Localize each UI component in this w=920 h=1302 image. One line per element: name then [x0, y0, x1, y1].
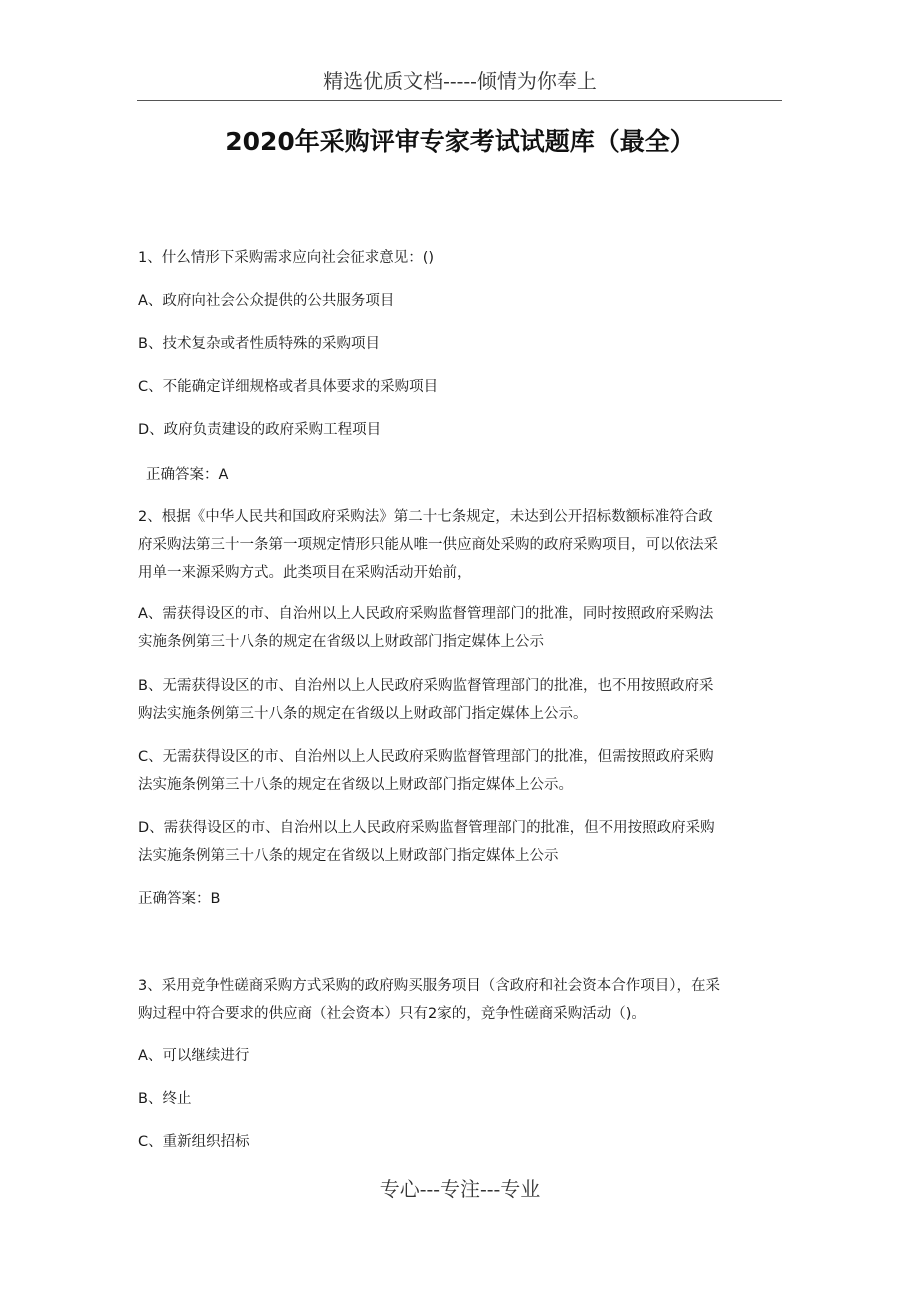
header-divider — [137, 100, 782, 101]
question-stem-line: 2、根据《中华人民共和国政府采购法》第二十七条规定，未达到公开招标数额标准符合政 — [138, 509, 713, 525]
option-b: B、无需获得设区的市、自治州以上人民政府采购监督管理部门的批准，也不用按照政府采 — [138, 678, 714, 694]
page-footer: 专心---专注---专业 — [379, 1177, 541, 1201]
answer: 正确答案：B — [138, 891, 221, 907]
option-d: D、需获得设区的市、自治州以上人民政府采购监督管理部门的批准，但不用按照政府采购 — [138, 820, 715, 836]
option-c-line-2: 法实施条例第三十八条的规定在省级以上财政部门指定媒体上公示。 — [138, 777, 573, 793]
question-stem-line: 购过程中符合要求的供应商（社会资本）只有2家的，竞争性磋商采购活动（)。 — [138, 1006, 646, 1022]
option-a: A、需获得设区的市、自治州以上人民政府采购监督管理部门的批准，同时按照政府采购法 — [138, 606, 714, 622]
option-c: C、无需获得设区的市、自治州以上人民政府采购监督管理部门的批准，但需按照政府采购 — [138, 749, 714, 765]
option-a: A、政府向社会公众提供的公共服务项目 — [138, 293, 395, 309]
answer: 正确答案：A — [146, 467, 229, 483]
option-d-line-2: 法实施条例第三十八条的规定在省级以上财政部门指定媒体上公示 — [138, 848, 559, 864]
document-title: 2020年采购评审专家考试试题库（最全） — [225, 127, 695, 156]
question-stem-line: 1、什么情形下采购需求应向社会征求意见：() — [138, 250, 435, 266]
option-c: C、重新组织招标 — [138, 1134, 250, 1150]
option-a-line-2: 实施条例第三十八条的规定在省级以上财政部门指定媒体上公示 — [138, 634, 544, 650]
header-text: 精选优质文档-----倾情为你奉上 — [323, 69, 597, 93]
option-d: D、政府负责建设的政府采购工程项目 — [138, 422, 382, 438]
question-stem-line: 用单一来源采购方式。此类项目在采购活动开始前， — [138, 565, 472, 581]
option-b-line-2: 购法实施条例第三十八条的规定在省级以上财政部门指定媒体上公示。 — [138, 706, 588, 722]
question-stem-line: 府采购法第三十一条第一项规定情形只能从唯一供应商处采购的政府采购项目，可以依法采 — [138, 537, 718, 553]
option-a: A、可以继续进行 — [138, 1048, 250, 1064]
option-b: B、终止 — [138, 1091, 192, 1107]
option-c: C、不能确定详细规格或者具体要求的采购项目 — [138, 379, 439, 395]
question-stem-line: 3、采用竞争性磋商采购方式采购的政府购买服务项目（含政府和社会资本合作项目），在采 — [138, 978, 720, 994]
option-b: B、技术复杂或者性质特殊的采购项目 — [138, 336, 380, 352]
